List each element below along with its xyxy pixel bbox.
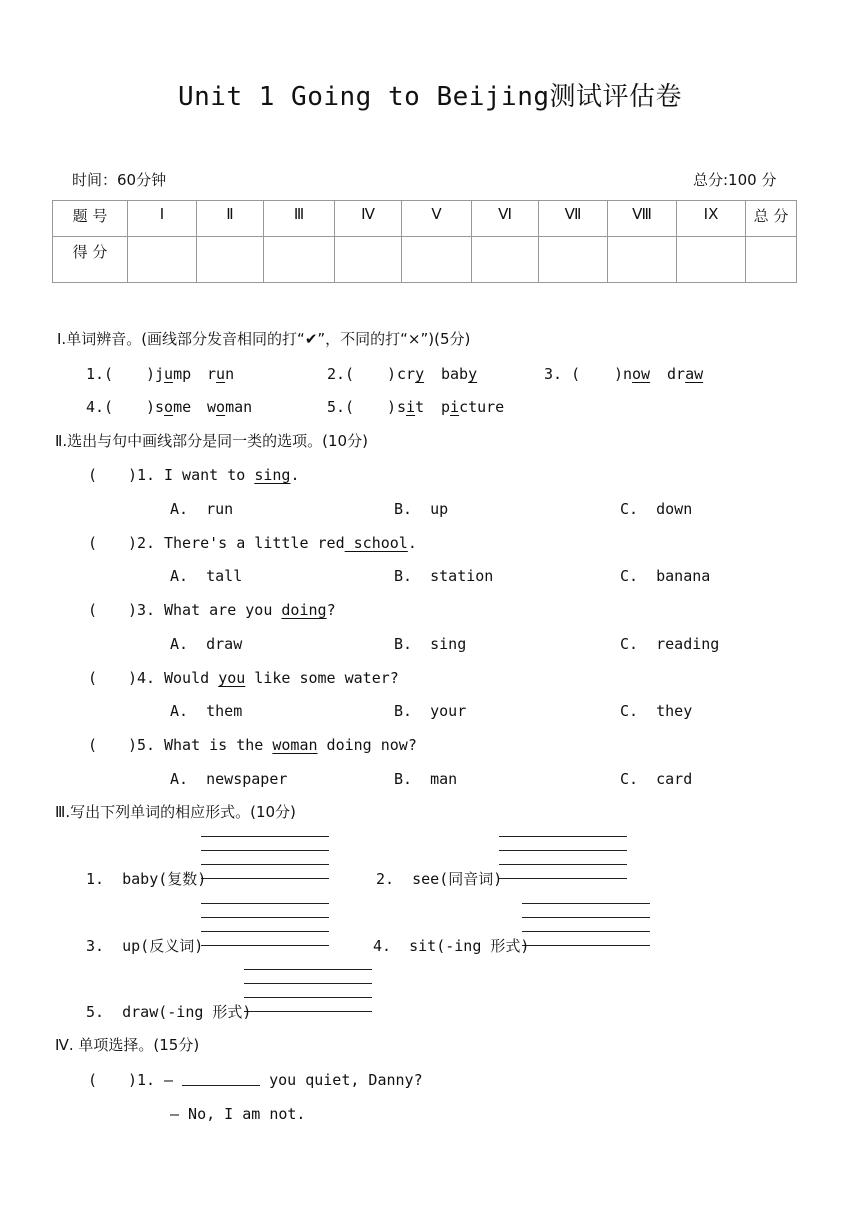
section-4-heading: Ⅳ. 单项选择。(15分) [55,1036,200,1054]
s1-q3-num: 3. ( [544,365,581,383]
s2-q3-stem: What are you doing? [164,601,336,619]
score-table-header-row [53,201,797,237]
s2-q5-stem: What is the woman doing now? [164,736,417,754]
time-label: 时间：60分钟 [72,171,167,189]
s4-q1-num: )1. [128,1071,156,1089]
s1-q2-word2: baby [441,365,478,383]
section-3-heading: Ⅲ.写出下列单词的相应形式。(10分) [55,803,296,821]
answer-line [499,850,627,851]
answer-line[interactable] [201,878,329,879]
s2-q2-paren: ( [88,534,98,552]
s1-q5-word1: sit [397,398,425,416]
s2-q4-paren: ( [88,669,98,687]
s2-q4-option-c: C. they [620,702,693,720]
s1-q5-word2: picture [441,398,505,416]
s2-q5-option-a: A. newspaper [170,770,288,788]
s4-q1-answer: — No, I am not. [170,1105,306,1123]
score-cell[interactable] [677,237,746,283]
score-cell[interactable] [539,237,608,283]
section-1-heading: Ⅰ.单词辨音。(画线部分发音相同的打“✔”，不同的打“×”)(5分) [57,330,471,348]
score-cell[interactable] [608,237,677,283]
s2-q5-option-c: C. card [620,770,693,788]
answer-line[interactable] [499,878,627,879]
s1-q2-num: 2.( [327,365,355,383]
score-table-col: Ⅰ [128,201,197,237]
answer-line [522,917,650,918]
s2-q3-num: )3. [128,601,156,619]
answer-line[interactable] [244,1011,372,1012]
s1-q1-word1: jump [155,365,192,383]
score-table-col: Ⅶ [539,201,608,237]
score-cell[interactable] [746,237,797,283]
answer-line [499,836,627,837]
score-table-col: Ⅳ [335,201,402,237]
s1-q5-close: ) [387,398,397,416]
s1-q2-close: ) [387,365,397,383]
s2-q1-num: )1. [128,466,156,484]
page-title: Unit 1 Going to Beijing测试评估卷 [177,82,683,112]
score-table-row-label: 得 分 [53,237,128,283]
s2-q1-option-a: A. run [170,500,234,518]
score-cell[interactable] [335,237,402,283]
s2-q3-option-c: C. reading [620,635,720,653]
answer-line [201,917,329,918]
s3-item-1: 1. baby(复数) [86,870,207,888]
s3-item-4: 4. sit(-ing 形式) [373,937,530,955]
score-table [52,200,797,283]
s2-q4-num: )4. [128,669,156,687]
answer-line[interactable] [201,945,329,946]
score-table-col: ⅠX [677,201,746,237]
answer-line [201,836,329,837]
s1-q4-word2: woman [207,398,253,416]
score-table-score-row [53,237,797,283]
score-table-col: Ⅲ [264,201,335,237]
score-cell[interactable] [402,237,472,283]
s1-q1-word2: run [207,365,235,383]
score-table-col: Ⅱ [197,201,264,237]
s2-q2-option-b: B. station [394,567,494,585]
s2-q2-option-c: C. banana [620,567,711,585]
answer-line [499,864,627,865]
s2-q1-stem: I want to sing. [164,466,300,484]
score-table-col: Ⅷ [608,201,677,237]
s1-q4-word1: some [155,398,192,416]
answer-line [201,931,329,932]
answer-line [522,931,650,932]
s1-q4-close: ) [146,398,156,416]
s3-item-5: 5. draw(-ing 形式) [86,1003,252,1021]
s2-q5-option-b: B. man [394,770,458,788]
score-cell[interactable] [264,237,335,283]
answer-line [244,997,372,998]
answer-line [201,850,329,851]
s4-q1-paren: ( [88,1071,98,1089]
total-score-label: 总分:100 分 [693,171,777,189]
answer-line [201,864,329,865]
s2-q4-option-a: A. them [170,702,243,720]
score-table-row-label: 题 号 [53,201,128,237]
s1-q3-close: ) [614,365,624,383]
answer-line [244,983,372,984]
s2-q3-paren: ( [88,601,98,619]
score-cell[interactable] [472,237,539,283]
answer-line[interactable] [522,945,650,946]
s4-q1-stem: — you quiet, Danny? [164,1071,423,1089]
s2-q4-option-b: B. your [394,702,467,720]
s3-item-3: 3. up(反义词) [86,937,204,955]
s1-q3-word2: draw [667,365,704,383]
s2-q2-stem: There's a little red school. [164,534,417,552]
s2-q2-option-a: A. tall [170,567,243,585]
score-table-col: Ⅴ [402,201,472,237]
score-table-col: Ⅵ [472,201,539,237]
answer-line [201,903,329,904]
s1-q2-word1: cry [397,365,425,383]
s3-item-2: 2. see(同音词) [376,870,503,888]
s2-q5-num: )5. [128,736,156,754]
s2-q3-option-b: B. sing [394,635,467,653]
section-2-heading: Ⅱ.选出与句中画线部分是同一类的选项。(10分) [55,432,368,450]
s2-q1-option-b: B. up [394,500,449,518]
s1-q4-num: 4.( [86,398,114,416]
answer-line [244,969,372,970]
s1-q1-close: ) [146,365,156,383]
s2-q1-option-c: C. down [620,500,693,518]
score-table-col: 总 分 [746,201,797,237]
s2-q3-option-a: A. draw [170,635,243,653]
score-cell[interactable] [128,237,197,283]
s1-q1-num: 1.( [86,365,114,383]
answer-line [522,903,650,904]
s2-q5-paren: ( [88,736,98,754]
s1-q5-num: 5.( [327,398,355,416]
s2-q1-paren: ( [88,466,98,484]
s2-q2-num: )2. [128,534,156,552]
s1-q3-word1: now [623,365,651,383]
score-cell[interactable] [197,237,264,283]
s4-q1-blank[interactable] [182,1071,260,1086]
s2-q4-stem: Would you like some water? [164,669,399,687]
